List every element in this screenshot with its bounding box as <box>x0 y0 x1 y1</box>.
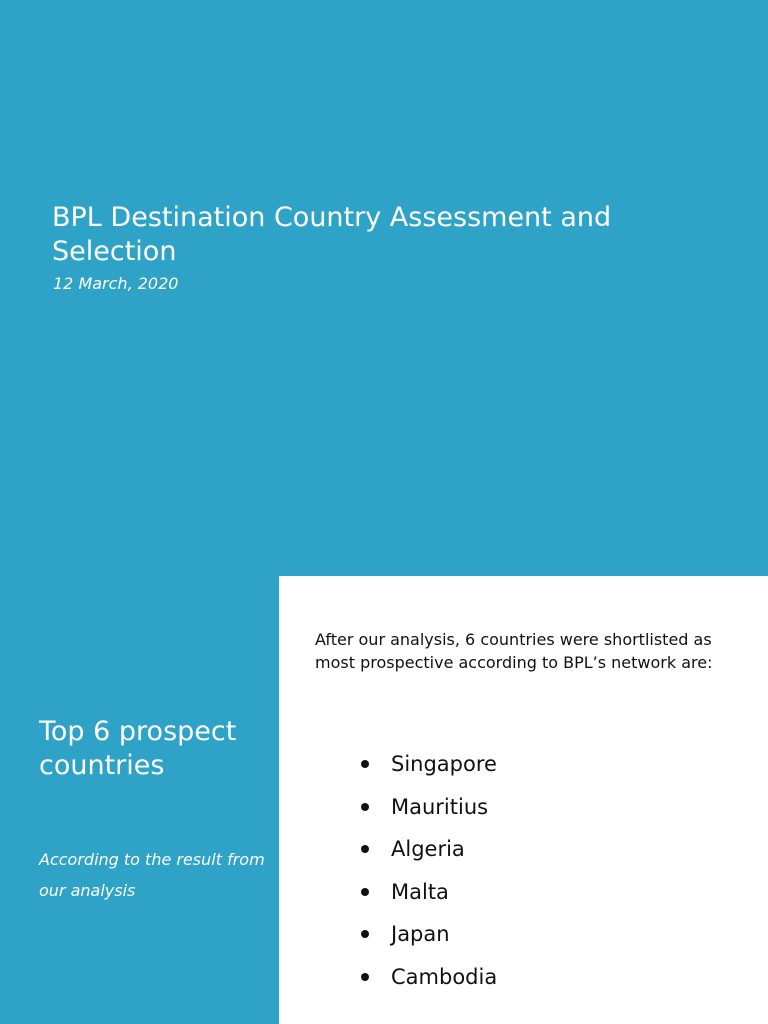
list-item <box>355 786 497 829</box>
section-heading: Top 6 prospect countries <box>39 716 237 781</box>
section-subtitle: According to the result from our analysis <box>39 850 265 900</box>
bullet-icon <box>361 845 369 853</box>
list-item <box>355 913 497 956</box>
deck-title: BPL Destination Country Assessment and Selection <box>52 202 612 267</box>
bullet-icon <box>361 760 369 768</box>
list-item <box>355 828 497 871</box>
right-panel <box>279 576 768 1024</box>
bullet-icon <box>361 930 369 938</box>
content-slide <box>0 576 768 1024</box>
list-item <box>355 871 497 914</box>
country-name: Cambodia <box>391 964 498 989</box>
bullet-icon <box>361 803 369 811</box>
list-item <box>355 956 497 999</box>
country-name: Mauritius <box>391 794 489 819</box>
left-panel <box>0 576 279 1024</box>
list-item <box>355 743 497 786</box>
country-name: Japan <box>391 922 450 946</box>
bullet-icon <box>361 888 369 896</box>
bullet-icon <box>361 973 369 981</box>
country-name: Singapore <box>391 752 497 776</box>
country-name: Malta <box>391 879 449 904</box>
country-name: Algeria <box>391 837 465 861</box>
deck-date: 12 March, 2020 <box>53 274 179 293</box>
country-list <box>355 743 497 998</box>
intro-text: After our analysis, 6 countries were shortlisted as most prospective according to BPL’s network are: <box>315 630 713 672</box>
